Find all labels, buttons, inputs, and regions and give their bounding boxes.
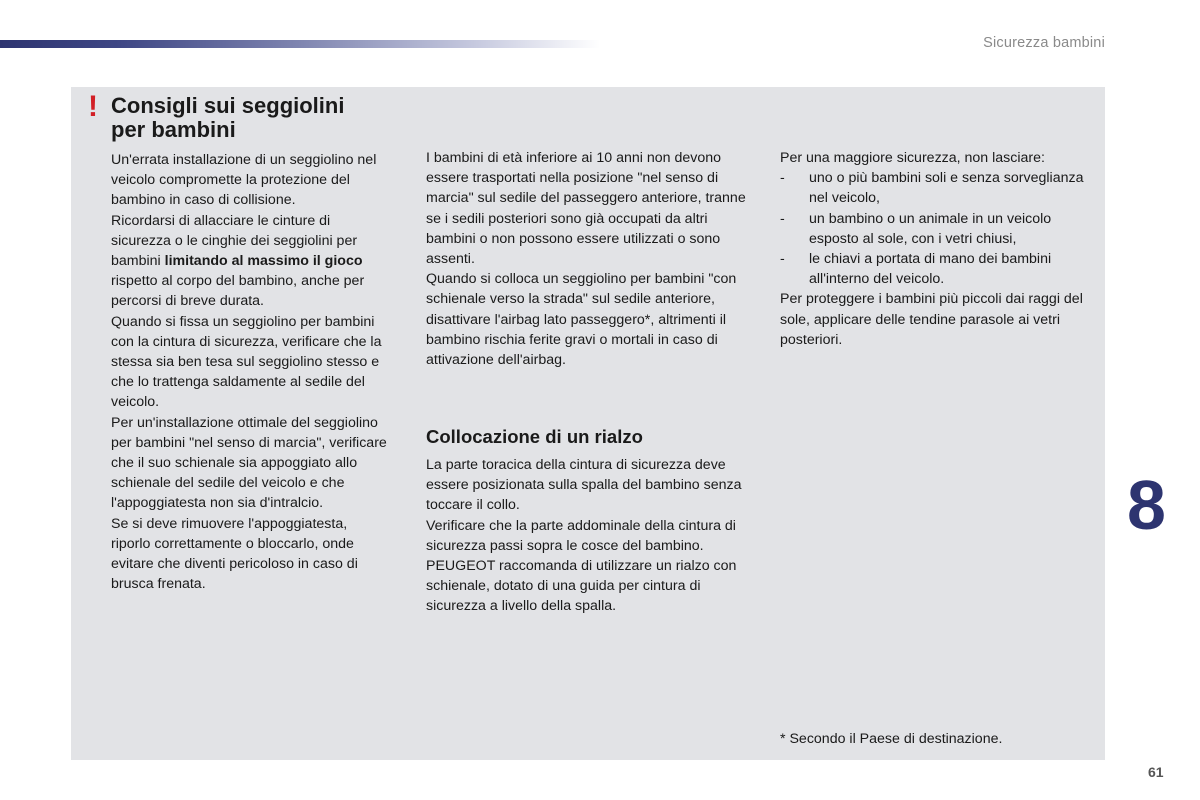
paragraph: Un'errata installazione di un seggiolino nel veicolo compromette la protezione del bambino in caso di collisione. bbox=[111, 152, 377, 209]
page-number: 61 bbox=[1148, 764, 1164, 780]
header-gradient-bar bbox=[0, 40, 600, 48]
list-item bbox=[780, 209, 1092, 249]
column-right bbox=[780, 148, 1092, 350]
paragraph: Per un'installazione ottimale del seggiolino per bambini "nel senso di marcia", verificare che il suo schienale sia appoggiato allo schienale del sedile del veicolo e che l'appoggiatesta non sia d'intralcio. bbox=[111, 414, 387, 512]
list-item-text: un bambino o un animale in un veicolo esposto al sole, con i vetri chiusi, bbox=[809, 210, 1052, 247]
paragraph: Verificare che la parte addominale della cintura di sicurezza passi sopra le cosce del bambino. bbox=[426, 517, 736, 554]
page-title bbox=[111, 94, 411, 142]
list-item bbox=[780, 168, 1092, 208]
list-dash: - bbox=[780, 210, 785, 227]
text-run: Ricordarsi di allacciare le cinture di sicurezza o le cinghie dei seggiolini per bambini bbox=[111, 212, 358, 270]
list-dash: - bbox=[780, 251, 785, 268]
paragraph: Quando si fissa un seggiolino per bambini con la cintura di sicurezza, verificare che la stessa sia ben tesa sul seggiolino stesso e che lo trattenga saldamente al sedile del veicolo. bbox=[111, 313, 382, 411]
subsection-title: Collocazione di un rialzo bbox=[426, 426, 643, 447]
paragraph: Quando si colloca un seggiolino per bambini "con schienale verso la strada" sul sedile anteriore, disattivare l'airbag lato passeggero*, altrimenti il bambino rischia ferite gravi o mortali in caso di attivazione dell'airbag. bbox=[426, 271, 737, 369]
subsection-body bbox=[426, 455, 748, 617]
section-title: Sicurezza bambini bbox=[983, 35, 1105, 51]
page-title-line2: per bambini bbox=[111, 117, 236, 142]
paragraph: I bambini di età inferiore ai 10 anni non devono essere trasportati nella posizione "nel senso di marcia" sul sedile del passeggero anteriore, tranne se i sedili posteriori sono già occupati da altri bambini o non possono essere utilizzati o sono assenti. bbox=[426, 150, 746, 268]
column-left bbox=[111, 150, 389, 594]
paragraph: Per una maggiore sicurezza, non lasciare: bbox=[780, 150, 1045, 166]
page-title-line1: Consigli sui seggiolini bbox=[111, 93, 345, 118]
paragraph-with-emphasis bbox=[111, 211, 389, 312]
column-middle bbox=[426, 148, 748, 370]
text-run: rispetto al corpo del bambino, anche per percorsi di breve durata. bbox=[111, 273, 365, 310]
list-dash: - bbox=[780, 170, 785, 187]
footnote: * Secondo il Paese di destinazione. bbox=[780, 731, 1003, 747]
chapter-number: 8 bbox=[1127, 466, 1166, 544]
paragraph: Se si deve rimuovere l'appoggiatesta, riporlo correttamente o bloccarlo, onde evitare che diventi pericoloso in caso di brusca frenata. bbox=[111, 515, 358, 593]
list-item-text: uno o più bambini soli e senza sorveglianza nel veicolo, bbox=[809, 170, 1084, 207]
paragraph: PEUGEOT raccomanda di utilizzare un rialzo con schienale, dotato di una guida per cintura di sicurezza a livello della spalla. bbox=[426, 558, 737, 615]
paragraph: Per proteggere i bambini più piccoli dai raggi del sole, applicare delle tendine parasole ai vetri posteriori. bbox=[780, 291, 1083, 348]
warning-icon: ! bbox=[88, 90, 98, 123]
list-item-text: le chiavi a portata di mano dei bambini all'interno del veicolo. bbox=[809, 251, 1052, 288]
list-item bbox=[780, 249, 1092, 289]
paragraph: La parte toracica della cintura di sicurezza deve essere posizionata sulla spalla del bambino senza toccare il collo. bbox=[426, 457, 742, 514]
emphasis-text: limitando al massimo il gioco bbox=[164, 253, 363, 270]
